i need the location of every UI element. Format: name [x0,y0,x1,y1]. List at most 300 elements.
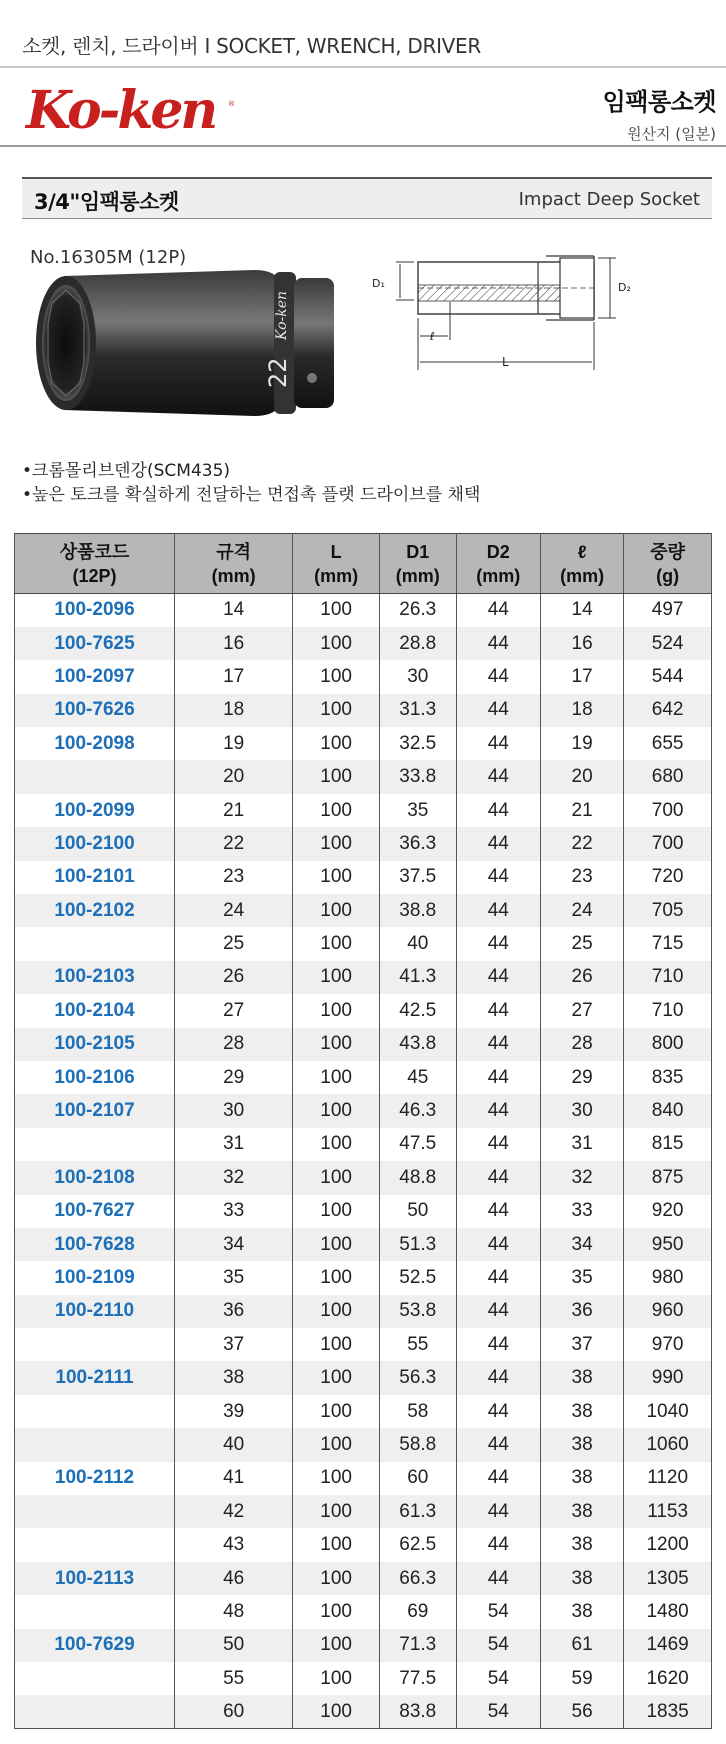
cell-size: 50 [175,1629,293,1662]
cell-length: 100 [293,1128,380,1161]
cell-d1: 69 [379,1595,456,1628]
cell-d1: 37.5 [379,861,456,894]
table-row [15,1161,712,1194]
cell-d1: 36.3 [379,827,456,860]
cell-product-code [15,760,175,793]
cell-l-small: 38 [540,1495,623,1528]
cell-l-small: 30 [540,1094,623,1127]
cell-size: 31 [175,1128,293,1161]
cell-d2: 44 [456,1261,540,1294]
cell-weight: 680 [624,760,712,793]
cell-d2: 44 [456,760,540,793]
cell-d1: 55 [379,1328,456,1361]
cell-length: 100 [293,1695,380,1728]
cell-l-small: 38 [540,1361,623,1394]
svg-text:®: ® [228,100,235,108]
cell-l-small: 26 [540,961,623,994]
cell-product-code [15,1595,175,1628]
cell-d2: 44 [456,794,540,827]
cell-l-small: 19 [540,727,623,760]
cell-size: 18 [175,694,293,727]
table-row [15,1328,712,1361]
cell-d1: 30 [379,660,456,693]
cell-d2: 44 [456,1195,540,1228]
label-d2: D₂ [618,281,631,294]
cell-size: 27 [175,994,293,1027]
cell-length: 100 [293,1495,380,1528]
cell-d1: 50 [379,1195,456,1228]
cell-d2: 44 [456,1061,540,1094]
cell-size: 25 [175,927,293,960]
cell-weight: 544 [624,660,712,693]
cell-weight: 1060 [624,1428,712,1461]
cell-product-code [15,1528,175,1561]
cell-d1: 45 [379,1061,456,1094]
cell-product-code: 100-2096 [15,594,175,627]
table-row [15,727,712,760]
cell-d1: 35 [379,794,456,827]
cell-d2: 44 [456,1161,540,1194]
cell-weight: 875 [624,1161,712,1194]
product-heading [603,82,716,144]
cell-l-small: 24 [540,894,623,927]
cell-d1: 58 [379,1395,456,1428]
header-size: 규격 (mm) [175,534,293,594]
cell-l-small: 56 [540,1695,623,1728]
cell-size: 38 [175,1361,293,1394]
cell-d2: 54 [456,1595,540,1628]
cell-d2: 44 [456,594,540,627]
cell-d1: 48.8 [379,1161,456,1194]
cell-d1: 61.3 [379,1495,456,1528]
cell-size: 32 [175,1161,293,1194]
cell-size: 55 [175,1662,293,1695]
cell-product-code: 100-2102 [15,894,175,927]
cell-length: 100 [293,894,380,927]
header-d1: D1 (mm) [379,534,456,594]
cell-product-code: 100-2110 [15,1295,175,1328]
table-row [15,1195,712,1228]
cell-length: 100 [293,794,380,827]
cell-product-code: 100-2106 [15,1061,175,1094]
cell-d1: 40 [379,927,456,960]
cell-size: 40 [175,1428,293,1461]
cell-product-code [15,1495,175,1528]
cell-length: 100 [293,660,380,693]
engraving-size: 22 [264,357,292,388]
cell-d1: 58.8 [379,1428,456,1461]
cell-length: 100 [293,727,380,760]
cell-length: 100 [293,1328,380,1361]
cell-l-small: 34 [540,1228,623,1261]
table-row [15,961,712,994]
cell-d2: 54 [456,1662,540,1695]
cell-l-small: 38 [540,1395,623,1428]
cell-d2: 54 [456,1629,540,1662]
table-row [15,1495,712,1528]
cell-length: 100 [293,594,380,627]
cell-length: 100 [293,927,380,960]
table-row [15,594,712,627]
cell-size: 26 [175,961,293,994]
cell-product-code: 100-2103 [15,961,175,994]
cell-product-code: 100-7626 [15,694,175,727]
cell-d2: 44 [456,861,540,894]
cell-size: 60 [175,1695,293,1728]
cell-l-small: 38 [540,1428,623,1461]
cell-d2: 44 [456,660,540,693]
cell-size: 35 [175,1261,293,1294]
spec-table-body [15,594,712,1729]
note-material: •크롬몰리브덴강(SCM435) [22,461,231,481]
cell-d1: 71.3 [379,1629,456,1662]
cell-d2: 54 [456,1695,540,1728]
header-length: L (mm) [293,534,380,594]
cell-weight: 710 [624,961,712,994]
header-d2: D2 (mm) [456,534,540,594]
table-row [15,1228,712,1261]
cell-size: 30 [175,1094,293,1127]
cell-l-small: 37 [540,1328,623,1361]
table-row [15,1261,712,1294]
dimension-drawing [372,258,720,418]
header-weight: 중량 (g) [624,534,712,594]
cell-weight: 1469 [624,1629,712,1662]
cell-size: 33 [175,1195,293,1228]
table-row [15,1094,712,1127]
cell-d2: 44 [456,994,540,1027]
cell-d2: 44 [456,1028,540,1061]
cell-size: 20 [175,760,293,793]
cell-l-small: 28 [540,1028,623,1061]
cell-size: 24 [175,894,293,927]
cell-l-small: 33 [540,1195,623,1228]
table-row [15,894,712,927]
cell-l-small: 61 [540,1629,623,1662]
cell-product-code [15,1428,175,1461]
cell-length: 100 [293,1462,380,1495]
table-row [15,1395,712,1428]
cell-d1: 28.8 [379,627,456,660]
section-title-en: Impact Deep Socket [518,189,700,210]
cell-weight: 1040 [624,1395,712,1428]
cell-weight: 1305 [624,1562,712,1595]
cell-weight: 980 [624,1261,712,1294]
cell-product-code: 100-2112 [15,1462,175,1495]
cell-weight: 1620 [624,1662,712,1695]
cell-d2: 44 [456,1295,540,1328]
cell-weight: 960 [624,1295,712,1328]
cell-d1: 66.3 [379,1562,456,1595]
cell-d2: 44 [456,727,540,760]
cell-weight: 655 [624,727,712,760]
cell-weight: 497 [624,594,712,627]
cell-weight: 710 [624,994,712,1027]
cell-d2: 44 [456,894,540,927]
cell-size: 48 [175,1595,293,1628]
table-row [15,861,712,894]
cell-size: 14 [175,594,293,627]
table-row [15,827,712,860]
table-row [15,1662,712,1695]
cell-d1: 33.8 [379,760,456,793]
cell-length: 100 [293,1595,380,1628]
cell-length: 100 [293,1061,380,1094]
cell-product-code [15,1328,175,1361]
cell-length: 100 [293,961,380,994]
cell-product-code: 100-7625 [15,627,175,660]
cell-d2: 44 [456,927,540,960]
cell-product-code: 100-7629 [15,1629,175,1662]
table-row [15,1462,712,1495]
cell-l-small: 20 [540,760,623,793]
cell-d1: 26.3 [379,594,456,627]
cell-product-code: 100-2098 [15,727,175,760]
cell-d2: 44 [456,961,540,994]
cell-weight: 715 [624,927,712,960]
cell-l-small: 38 [540,1462,623,1495]
cell-product-code: 100-7628 [15,1228,175,1261]
note-drive: •높은 토크를 확실하게 전달하는 면접촉 플랫 드라이브를 채택 [22,485,481,505]
cell-weight: 700 [624,794,712,827]
cell-length: 100 [293,1228,380,1261]
cell-weight: 524 [624,627,712,660]
cell-l-small: 23 [540,861,623,894]
cell-length: 100 [293,694,380,727]
cell-product-code: 100-2113 [15,1562,175,1595]
cell-l-small: 25 [540,927,623,960]
cell-weight: 970 [624,1328,712,1361]
cell-d1: 52.5 [379,1261,456,1294]
cell-length: 100 [293,1094,380,1127]
cell-l-small: 36 [540,1295,623,1328]
table-row [15,1629,712,1662]
cell-length: 100 [293,1528,380,1561]
cell-length: 100 [293,1395,380,1428]
cell-d1: 41.3 [379,961,456,994]
category-breadcrumb: 소켓, 렌치, 드라이버 I SOCKET, WRENCH, DRIVER [22,34,481,58]
cell-product-code: 100-2111 [15,1361,175,1394]
cell-d1: 46.3 [379,1094,456,1127]
brand-logo-text: Ko-ken [26,80,216,141]
table-row [15,1695,712,1728]
cell-size: 22 [175,827,293,860]
cell-d2: 44 [456,1528,540,1561]
cell-size: 28 [175,1028,293,1061]
cell-d1: 31.3 [379,694,456,727]
cell-l-small: 35 [540,1261,623,1294]
cell-size: 46 [175,1562,293,1595]
product-name: 임팩롱소켓 [602,88,716,116]
cell-d2: 44 [456,1094,540,1127]
cell-d2: 44 [456,1328,540,1361]
cell-weight: 642 [624,694,712,727]
cell-product-code: 100-2097 [15,660,175,693]
header-code: 상품코드 (12P) [15,534,175,594]
cell-d2: 44 [456,1361,540,1394]
cell-product-code: 100-7627 [15,1195,175,1228]
cell-size: 23 [175,861,293,894]
cell-size: 36 [175,1295,293,1328]
cell-length: 100 [293,1161,380,1194]
cell-d2: 44 [456,1128,540,1161]
cell-l-small: 17 [540,660,623,693]
koken-logo [22,70,242,150]
cell-d1: 83.8 [379,1695,456,1728]
cell-weight: 815 [624,1128,712,1161]
table-row [15,1562,712,1595]
cell-weight: 1120 [624,1462,712,1495]
model-number: No.16305M (12P) [30,247,187,268]
section-title-kr: 3/4"임팩롱소켓 [34,190,179,214]
cell-l-small: 14 [540,594,623,627]
section-title-bar [22,177,712,219]
cell-l-small: 18 [540,694,623,727]
cell-l-small: 22 [540,827,623,860]
cell-product-code [15,1395,175,1428]
cell-length: 100 [293,1195,380,1228]
cell-weight: 1480 [624,1595,712,1628]
cell-length: 100 [293,1028,380,1061]
label-l-big: L [502,355,509,369]
cell-d1: 77.5 [379,1662,456,1695]
table-row [15,1128,712,1161]
cell-d1: 42.5 [379,994,456,1027]
label-l-small: ℓ [430,330,435,343]
cell-size: 39 [175,1395,293,1428]
cell-d2: 44 [456,1428,540,1461]
cell-l-small: 38 [540,1562,623,1595]
cell-weight: 1153 [624,1495,712,1528]
cell-length: 100 [293,1428,380,1461]
cell-length: 100 [293,994,380,1027]
cell-size: 17 [175,660,293,693]
cell-l-small: 59 [540,1662,623,1695]
cell-d1: 56.3 [379,1361,456,1394]
cell-l-small: 31 [540,1128,623,1161]
cell-size: 29 [175,1061,293,1094]
header-l-small: ℓ (mm) [540,534,623,594]
cell-l-small: 38 [540,1595,623,1628]
cell-d2: 44 [456,1228,540,1261]
cell-product-code [15,1662,175,1695]
cell-d1: 53.8 [379,1295,456,1328]
header-divider [0,145,726,147]
table-row [15,794,712,827]
cell-product-code: 100-2101 [15,861,175,894]
cell-product-code [15,1695,175,1728]
cell-d1: 32.5 [379,727,456,760]
cell-size: 21 [175,794,293,827]
cell-l-small: 21 [540,794,623,827]
cell-size: 16 [175,627,293,660]
cell-product-code: 100-2100 [15,827,175,860]
cell-length: 100 [293,1361,380,1394]
cell-size: 43 [175,1528,293,1561]
cell-weight: 990 [624,1361,712,1394]
cell-l-small: 27 [540,994,623,1027]
cell-length: 100 [293,827,380,860]
cell-weight: 840 [624,1094,712,1127]
product-origin: 원산지 (일본) [627,125,716,143]
cell-product-code: 100-2105 [15,1028,175,1061]
cell-weight: 950 [624,1228,712,1261]
cell-l-small: 16 [540,627,623,660]
cell-length: 100 [293,627,380,660]
cell-d2: 44 [456,1495,540,1528]
cell-product-code [15,927,175,960]
cell-product-code: 100-2107 [15,1094,175,1127]
cell-product-code: 100-2108 [15,1161,175,1194]
cell-weight: 835 [624,1061,712,1094]
table-header-row [15,534,712,594]
cell-product-code: 100-2104 [15,994,175,1027]
table-row [15,760,712,793]
cell-length: 100 [293,1261,380,1294]
cell-length: 100 [293,1562,380,1595]
cell-d1: 62.5 [379,1528,456,1561]
cell-weight: 705 [624,894,712,927]
cell-weight: 700 [624,827,712,860]
cell-weight: 1835 [624,1695,712,1728]
cell-product-code: 100-2099 [15,794,175,827]
cell-weight: 720 [624,861,712,894]
table-row [15,994,712,1027]
cell-size: 42 [175,1495,293,1528]
table-row [15,1295,712,1328]
top-divider [0,66,726,68]
engraving-brand: Ko-ken [274,290,290,340]
table-row [15,627,712,660]
cell-d1: 60 [379,1462,456,1495]
table-row [15,1028,712,1061]
cell-d1: 51.3 [379,1228,456,1261]
cell-product-code: 100-2109 [15,1261,175,1294]
cell-d2: 44 [456,1395,540,1428]
feature-notes [22,459,480,507]
cell-l-small: 29 [540,1061,623,1094]
spec-table [14,533,712,1729]
cell-size: 41 [175,1462,293,1495]
cell-d1: 43.8 [379,1028,456,1061]
table-row [15,927,712,960]
cell-l-small: 32 [540,1161,623,1194]
cell-length: 100 [293,1295,380,1328]
table-row [15,1595,712,1628]
table-row [15,1361,712,1394]
cell-weight: 800 [624,1028,712,1061]
cell-weight: 920 [624,1195,712,1228]
cell-size: 34 [175,1228,293,1261]
cell-d2: 44 [456,1462,540,1495]
cell-length: 100 [293,760,380,793]
table-row [15,694,712,727]
table-row [15,1061,712,1094]
cell-length: 100 [293,1662,380,1695]
table-row [15,660,712,693]
cell-d2: 44 [456,827,540,860]
table-row [15,1528,712,1561]
cell-weight: 1200 [624,1528,712,1561]
cell-length: 100 [293,1629,380,1662]
cell-length: 100 [293,861,380,894]
socket-product-image [24,268,364,418]
cell-product-code [15,1128,175,1161]
label-d1: D₁ [372,277,385,290]
cell-d1: 47.5 [379,1128,456,1161]
cell-d2: 44 [456,1562,540,1595]
cell-d2: 44 [456,694,540,727]
